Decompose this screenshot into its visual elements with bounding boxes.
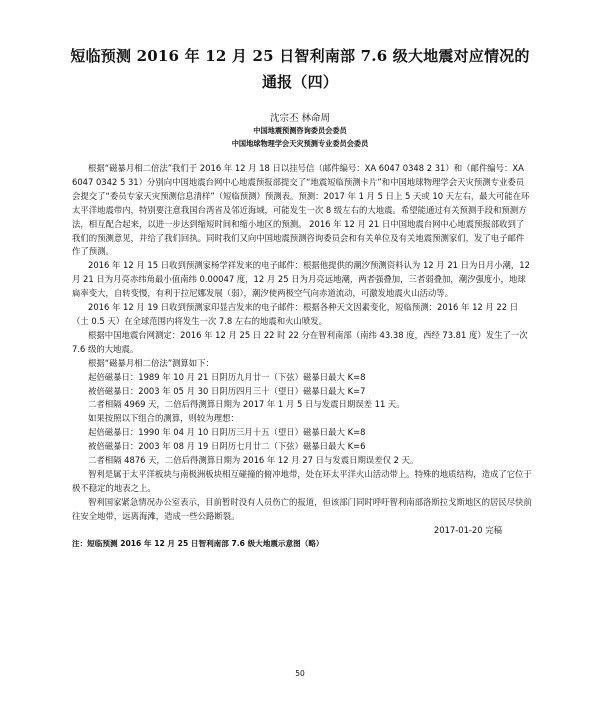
paragraph-astronomy: 2016 年 12 月 19 日收到预测家印显吉发来的电子邮件：根据各种天文因素变化，短临预测：2016 年 12 月 22 日（土 0.5 天）在全球范围内将发生一次 7.8 左右的地震和火山喷发。: [72, 302, 519, 326]
paragraph-tide: 2016 年 12 月 15 日收到预测家杨学祥发来的电子邮件：根据他提供的潮汐预测资料认为 12 月 21 日为日月小潮，12 月 21 日为月亮赤纬角最小值南纬 0.00047 度，12 月 25 日为月亮远地潮，两者强叠加，三者弱叠加，潮汐强度小，地球扁率变大，自转变慢，有利于拉尼娜发展（弱），潮汐使两极空气向赤道流动，可激发地震火山活动等。: [72, 260, 530, 299]
completion-date: 2017-01-20 完稿: [433, 524, 502, 535]
page-number: 50: [295, 669, 305, 678]
calc2-target: 被倍磁暴日：2003 年 08 月 19 日阴历七月廿二（下弦）磁暴日最大 K=6: [88, 441, 366, 452]
title-line-1: 短临预测 2016 年 12 月 25 日智利南部 7.6 级大地震对应情况的: [70, 47, 530, 65]
paragraph-tectonic: 智利是属于太平洋板块与南极洲板块相互碰撞的俯冲地带，处在环太平洋火山活动带上。特殊的地质结构，造成了它位于极不稳定的地表之上。: [72, 468, 532, 493]
article-body: [72, 162, 532, 551]
paragraph-closing: 智利国家紧急情况办公室表示，目前暂时没有人员伤亡的报道，但该部门同时呼吁智利南部洛斯拉戈斯地区的居民尽快前往安全地带，远离海滩，造成一些公路断裂。: [72, 496, 532, 521]
calc1-result: 二者相隔 4969 天，二倍后得测算日期为 2017 年 1 月 5 日与发震日期误差 11 天。: [88, 399, 405, 410]
calc2-result: 二者相隔 4876 天，二倍后得测算日期为 2016 年 12 月 27 日与发震日期误差仅 2 天。: [88, 455, 419, 466]
title-line-2: 通报（四）: [261, 73, 338, 91]
calc1-target: 被倍磁暴日：2003 年 05 月 30 日阴历四月三十（望日）磁暴日最大 K=7: [88, 385, 366, 396]
affiliation-1: 中国地震预测咨询委员会委员: [253, 126, 347, 135]
alt-intro: 如果按照以下组合的测算，则较为理想：: [88, 413, 239, 424]
affiliation-2: 中国地球物理学会天灾预测专业委员会委员: [231, 139, 369, 148]
calc-heading: 根据“磁暴月相二倍法”测算如下：: [88, 357, 214, 368]
paragraph-prediction: 根据“磁暴月相二倍法”我们于 2016 年 12 月 18 日以挂号信（邮件编号：XA 6047 0348 2 31）和（邮件编号：XA 6047 0342 5 31）分别向中国地震台网中心地震预报部提交了“地震短临预测卡片”和中国地球物理学会天灾预测专业委员会提交了“委员专家天灾预测信息清样”（短临预测）预测表。预测：2017 年 1 月 5 日上 5 天或 10 天左右，最大可能在环太平洋地震带内，特别要注意我国台湾省及邻近海域，可能发生一次 8 级左右的大地震。希望能通过有关预测手段和预测方法，相互配合起来，以进一步达到缩短时间和缩小地区的预测。 2016 年 12 月 21 日中国地震台网中心地震预报部收到了我们的预测意见，并给了我们回执。同时我们又向中国地震预测咨询委员会和有关单位及有关地震预测家们，发了电子邮件作了预测。: [72, 163, 530, 257]
authors: 沈宗丕 林命周: [269, 113, 331, 124]
paragraph-earthquake: 根据中国地震台网测定：2016 年 12 月 25 日 22 时 22 分在智利南部（南纬 43.38 度，西经 73.81 度）发生了一次 7.6 级的大地震。: [72, 329, 528, 354]
calc2-start: 起倍磁暴日：1990 年 04 月 10 日阴历三月十五（望日）磁暴日最大 K=8: [88, 427, 366, 438]
figure-note: 注：短临预测 2016 年 12 月 25 日智利南部 7.6 级大地震示意图（略）: [72, 539, 324, 549]
calc1-start: 起倍磁暴日：1989 年 10 月 21 日阴历九月廿一（下弦）磁暴日最大 K=8: [88, 371, 366, 382]
